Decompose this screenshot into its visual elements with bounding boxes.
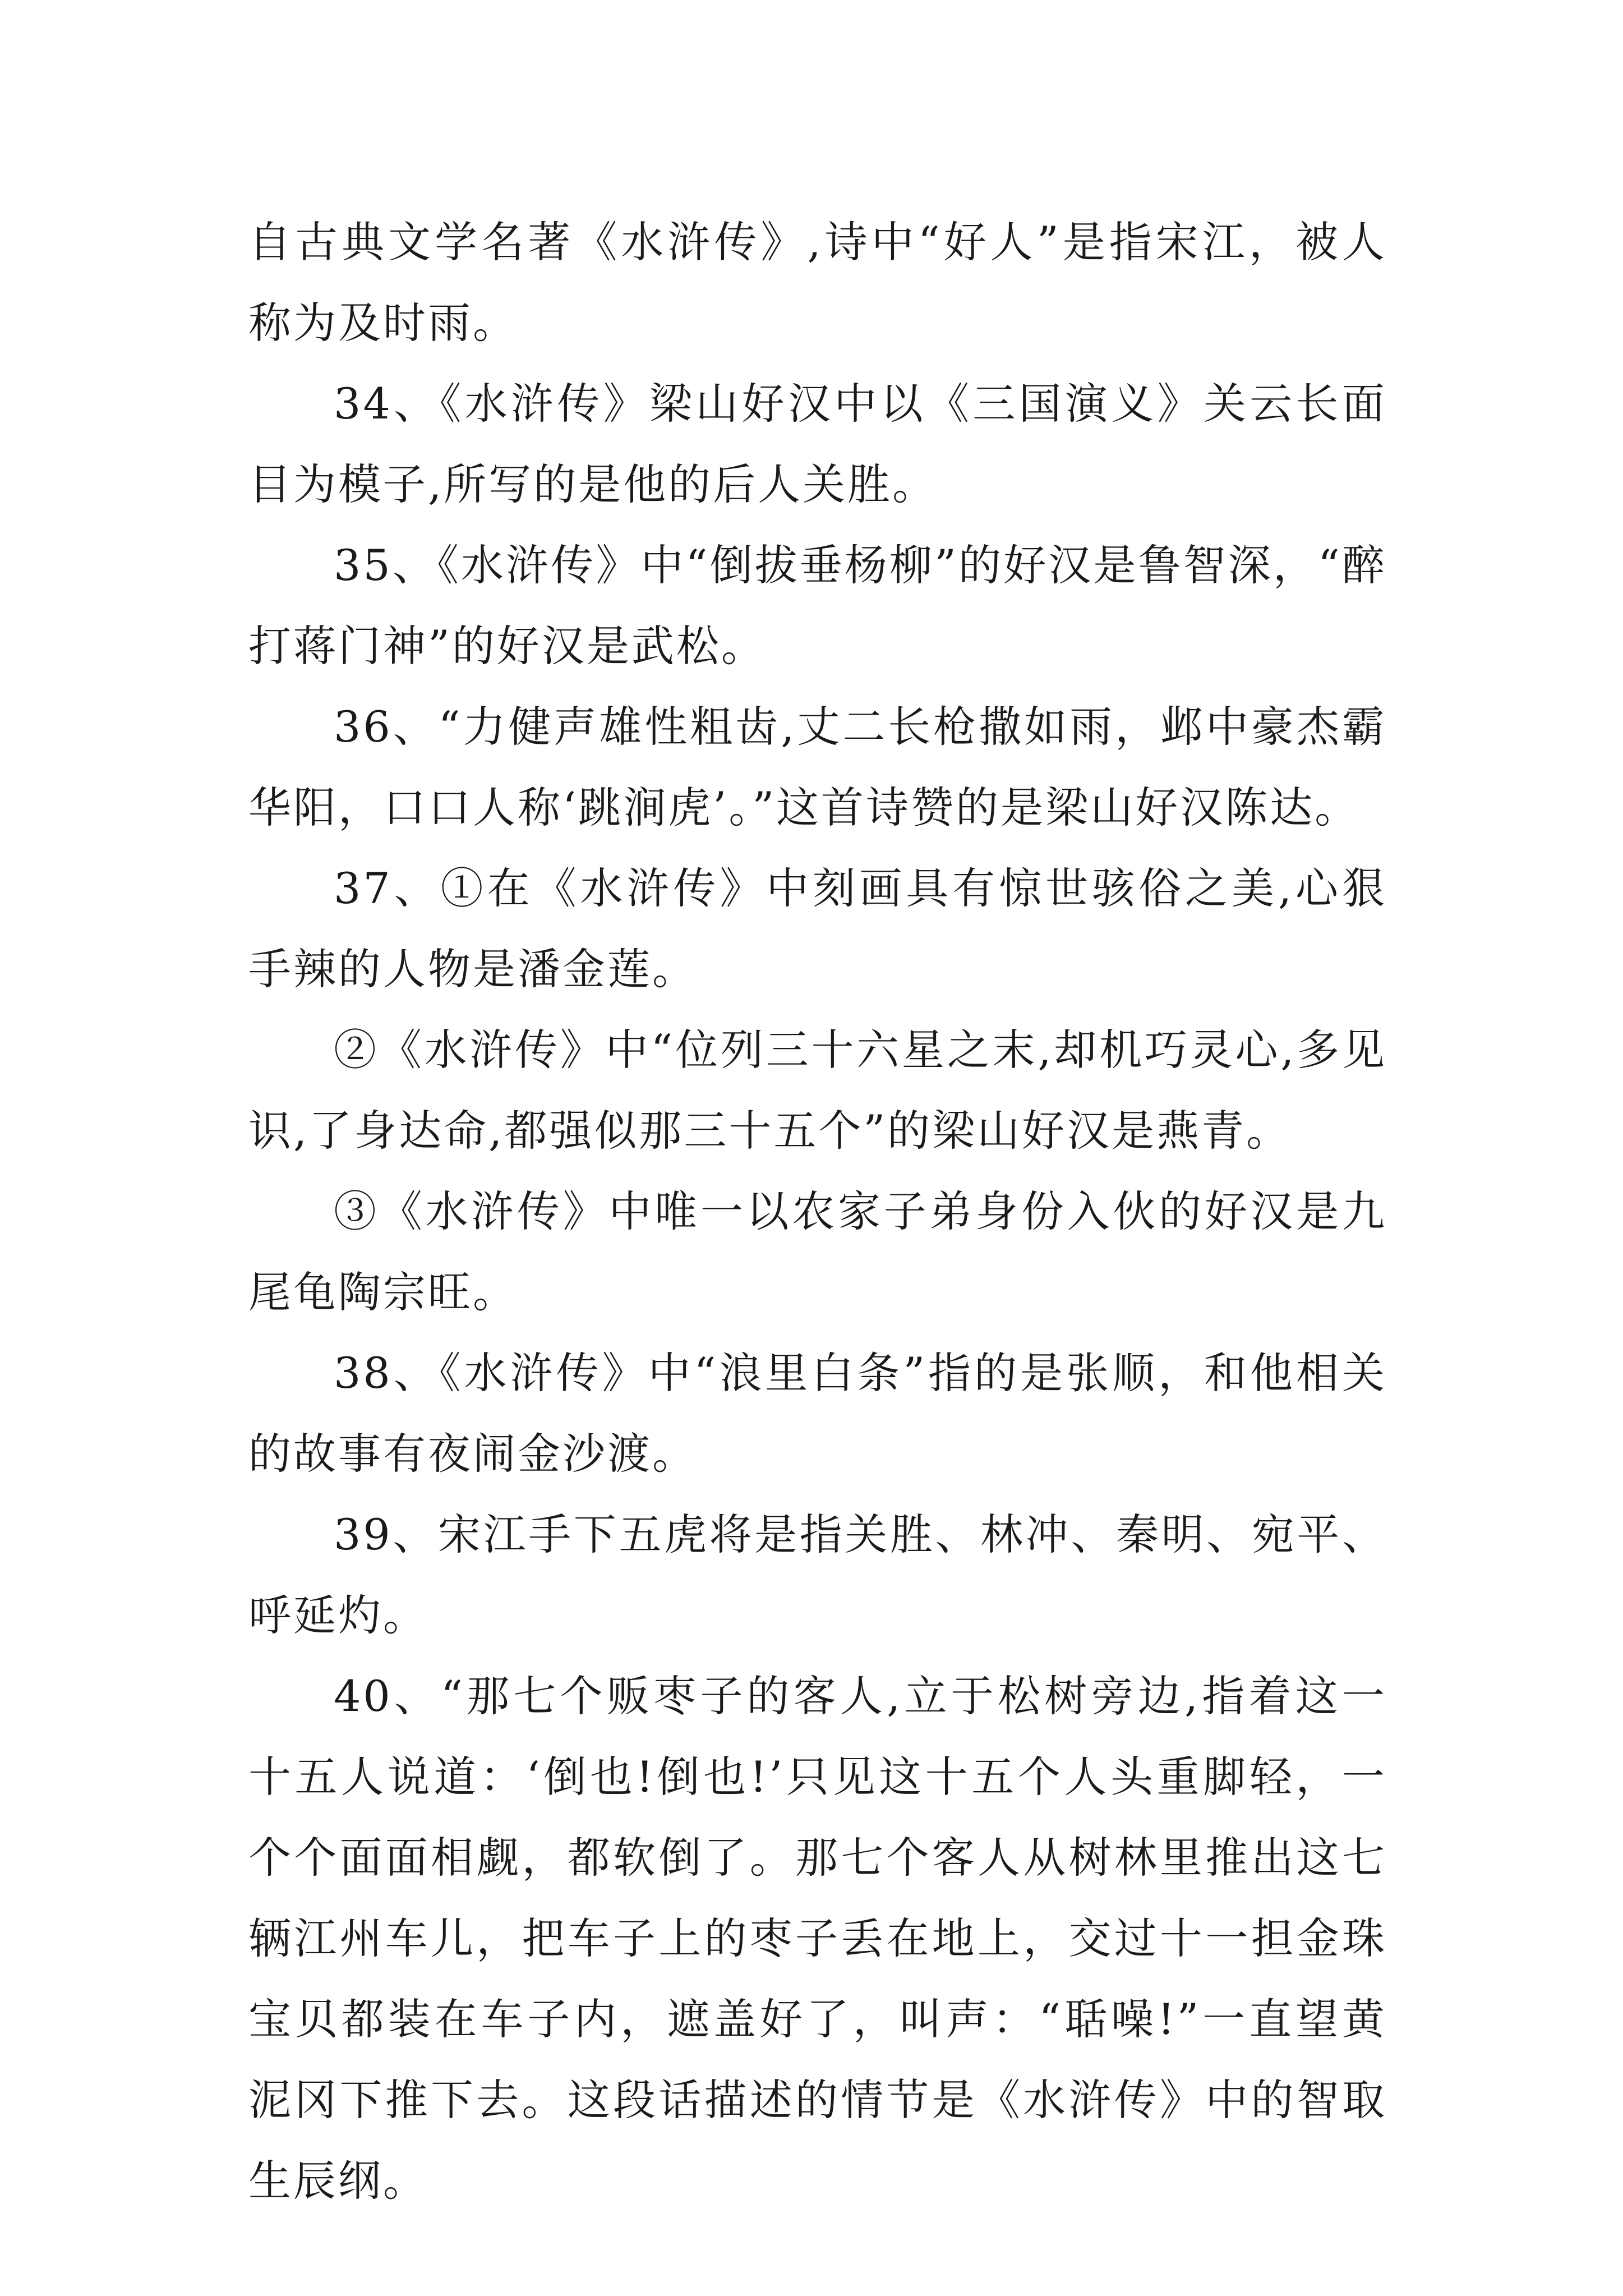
paragraph-36: 36、“力健声雄性粗齿,丈二长枪撒如雨，邺中豪杰霸华阳，口口人称‘跳涧虎’。”这首诗赞的是梁山好汉陈达。	[248, 702, 1387, 832]
document-body	[248, 202, 1387, 2221]
paragraph-35: 35、《水浒传》中“倒拔垂杨柳”的好汉是鲁智深，“醉打蒋门神”的好汉是武松。	[248, 540, 1387, 671]
paragraph-39: 39、宋江手下五虎将是指关胜、林冲、秦明、宛平、呼延灼。	[248, 1510, 1387, 1640]
paragraph-37-item-1: 37、①在《水浒传》中刻画具有惊世骇俗之美,心狠手辣的人物是潘金莲。	[248, 863, 1387, 994]
paragraph-37-item-3: ③《水浒传》中唯一以农家子弟身份入伙的好汉是九尾龟陶宗旺。	[248, 1186, 1387, 1317]
paragraph-40: 40、“那七个贩枣子的客人,立于松树旁边,指着这一十五人说道：‘倒也!倒也!’只见这十五个人头重脚轻，一个个面面相觑，都软倒了。那七个客人从树林里推出这七辆江州车儿，把车子上的枣子丢在地上，交过十一担金珠宝贝都装在车子内，遮盖好了，叫声：“聒噪!”一直望黄泥冈下推下去。这段话描述的情节是《水浒传》中的智取生辰纲。	[248, 1671, 1387, 2206]
paragraph-33-continuation: 自古典文学名著《水浒传》,诗中“好人”是指宋江，被人称为及时雨。	[248, 217, 1387, 348]
paragraph-34: 34、《水浒传》梁山好汉中以《三国演义》关云长面目为模子,所写的是他的后人关胜。	[248, 379, 1387, 509]
paragraph-37-item-2: ②《水浒传》中“位列三十六星之末,却机巧灵心,多见识,了身达命,都强似那三十五个”的梁山好汉是燕青。	[248, 1025, 1387, 1156]
paragraph-38: 38、《水浒传》中“浪里白条”指的是张顺，和他相关的故事有夜闹金沙渡。	[248, 1348, 1387, 1479]
